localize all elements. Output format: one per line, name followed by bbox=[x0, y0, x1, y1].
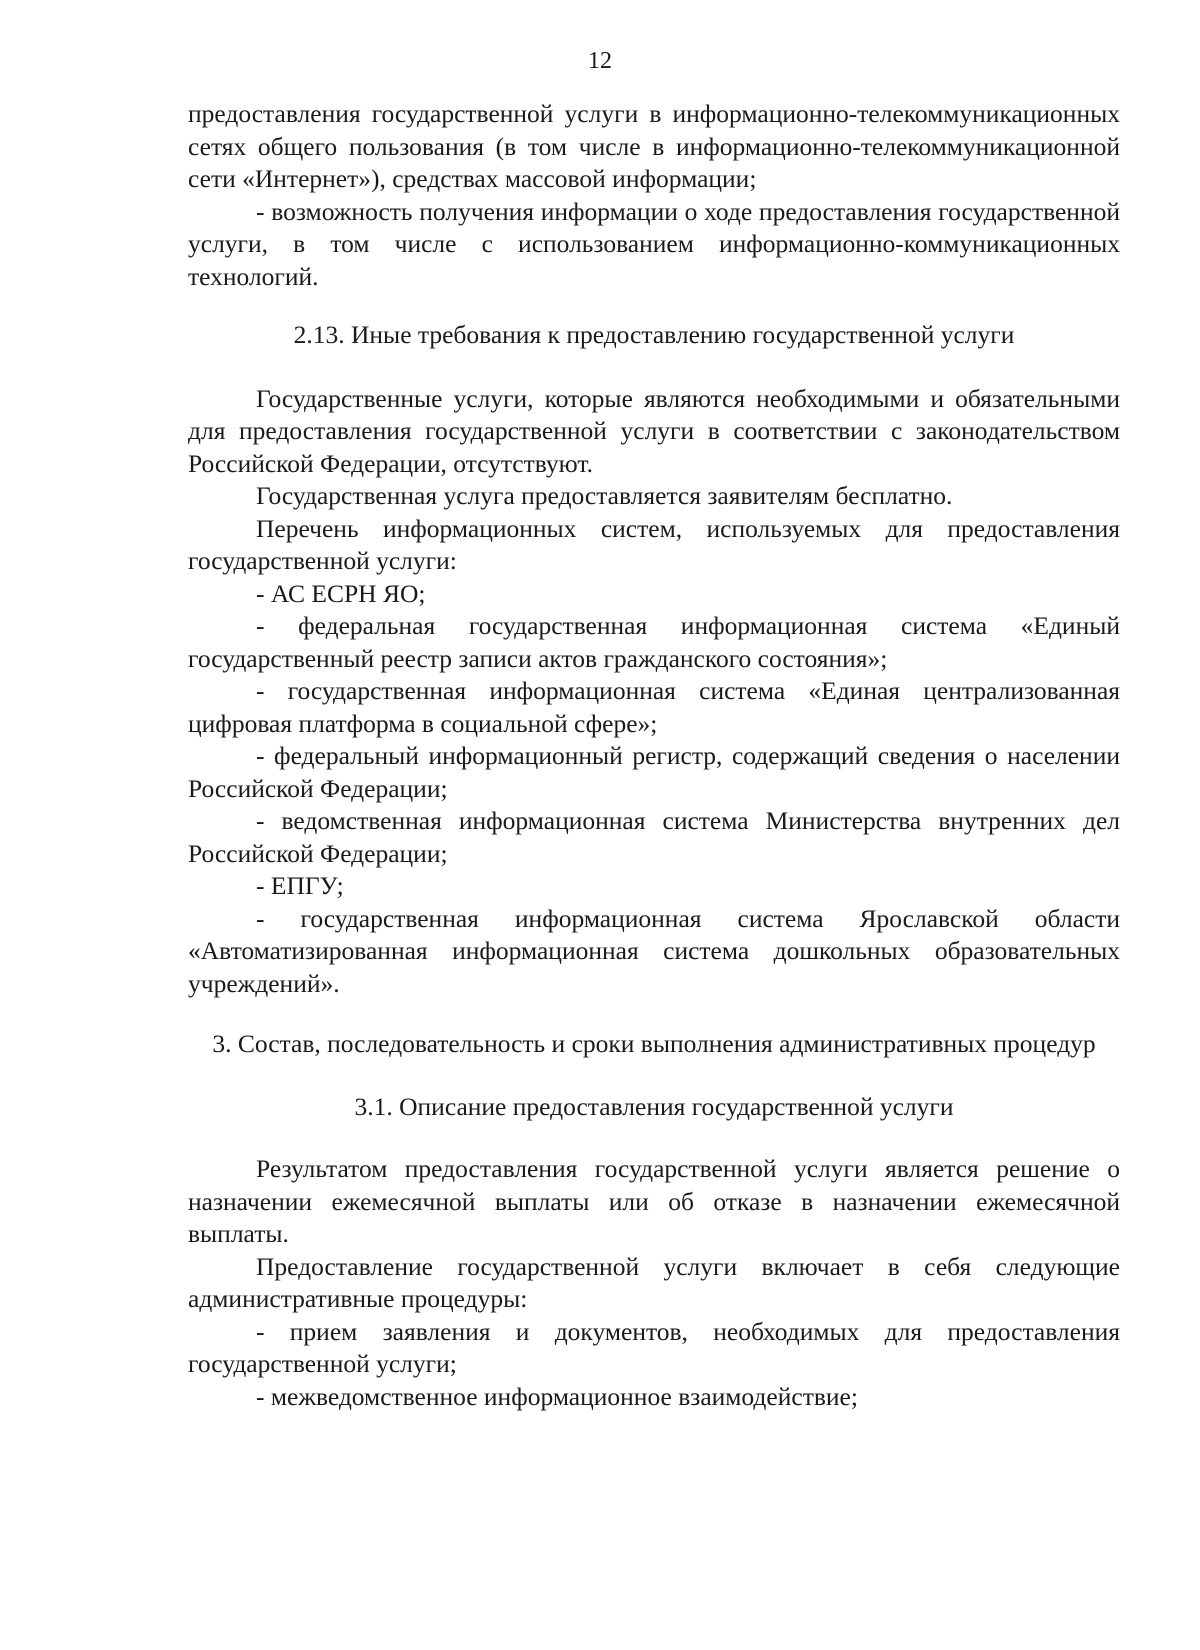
list-item-info-system: - ЕПГУ; bbox=[256, 871, 344, 900]
list-item-procedure: - прием заявления и документов, необходимых для предоставления государственной услуги; bbox=[188, 1316, 1120, 1378]
paragraph-info-systems-intro: Перечень информационных систем, используемых для предоставления государственной услуги: bbox=[188, 513, 1120, 575]
paragraph-free-of-charge: Государственная услуга предоставляется заявителям бесплатно. bbox=[256, 481, 953, 510]
section-heading-3: 3. Состав, последовательность и сроки выполнения административных процедур bbox=[212, 1029, 1096, 1058]
list-item-info-system: - федеральный информационный регистр, содержащий сведения о населении Российской Федерации; bbox=[188, 741, 1120, 803]
page-number: 12 bbox=[588, 48, 612, 74]
section-heading-3-1: 3.1. Описание предоставления государственной услуги bbox=[354, 1091, 954, 1121]
list-item-info-system: - ведомственная информационная система Министерства внутренних дел Российской Федерации; bbox=[188, 806, 1120, 868]
paragraph-procedures-intro: Предоставление государственной услуги включает в себя следующие административные процедуры: bbox=[188, 1251, 1120, 1313]
list-item-info-system: - государственная информационная система «Единая централизованная цифровая платформа в социальной сфере»; bbox=[188, 676, 1120, 738]
list-item-info-system: - государственная информационная система Ярославской области «Автоматизированная информационная система дошкольных образовательных учреждений». bbox=[188, 903, 1120, 998]
section-heading-2-13: 2.13. Иные требования к предоставлению государственной услуги bbox=[293, 320, 1015, 349]
paragraph-required-services: Государственные услуги, которые являются необходимыми и обязательными для предоставления государственной услуги в соответствии с законодательством Российской Федерации, отсутствуют. bbox=[188, 383, 1120, 478]
paragraph-continuation: предоставления государственной услуги в информационно-телекоммуникационных сетях общего пользования (в том числе в информационно-телекоммуникационной сети «Интернет»), средствах массовой информации; bbox=[188, 99, 1120, 193]
list-item-procedure: - межведомственное информационное взаимодействие; bbox=[256, 1381, 858, 1411]
paragraph-result: Результатом предоставления государственной услуги является решение о назначении ежемесячной выплаты или об отказе в назначении ежемесячной выплаты. bbox=[188, 1154, 1120, 1248]
list-item-info-system: - федеральная государственная информационная система «Единый государственный реестр записи актов гражданского состояния»; bbox=[188, 611, 1120, 673]
list-item-status-info: - возможность получения информации о ходе предоставления государственной услуги, в том числе с использованием информационно-коммуникационных технологий. bbox=[188, 196, 1120, 291]
document-body bbox=[188, 98, 1120, 1413]
list-item-info-system: - АС ЕСРН ЯО; bbox=[256, 578, 426, 608]
